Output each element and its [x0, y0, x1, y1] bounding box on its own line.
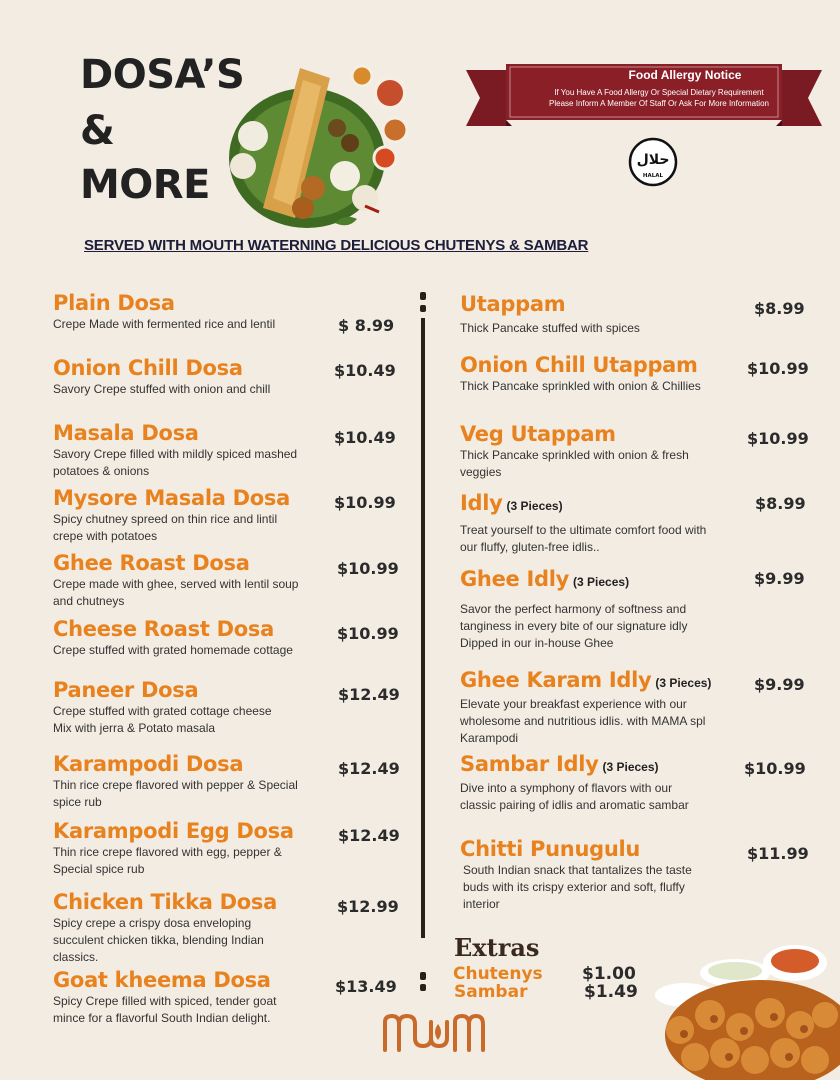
item-name [460, 837, 700, 861]
allergy-text [508, 87, 810, 109]
item-price: $9.99 [754, 675, 805, 694]
item-name [460, 567, 722, 594]
column-divider [420, 292, 426, 992]
menu-item [460, 567, 722, 652]
item-price: $13.49 [335, 977, 397, 996]
halal-seal [628, 137, 678, 187]
item-name: Karampodi Dosa [53, 752, 244, 776]
item-description: Savory Crepe filled with mildly spiced mashed potatoes & onions [53, 447, 298, 478]
item-price: $10.99 [747, 429, 809, 448]
item-quantity: (3 Pieces) [602, 760, 659, 774]
restaurant-logo [380, 1010, 510, 1058]
item-price: $ 8.99 [338, 316, 395, 335]
item-description: Crepe stuffed with grated cottage cheese Mix with jerra & Potato masala [53, 704, 272, 735]
item-description: South Indian snack that tantalizes the taste buds with its crispy exterior and soft, fluffy interior [463, 863, 692, 911]
halal-arabic: حلال [636, 152, 670, 168]
item-description: Crepe made with ghee, served with lentil soup and chutneys [53, 577, 299, 608]
item-description: Thick Pancake sprinkled with onion & fresh veggies [460, 448, 689, 479]
item-name: Masala Dosa [53, 421, 199, 445]
menu-item [53, 356, 293, 398]
menu-item [460, 837, 700, 913]
item-name: Ghee Roast Dosa [53, 551, 250, 575]
item-name-text: Idly [460, 491, 503, 515]
menu-item [53, 752, 303, 811]
title-ampersand: & [80, 108, 115, 154]
item-name: Onion Chill Dosa [53, 356, 243, 380]
item-description: Crepe stuffed with grated homemade cottage [53, 643, 293, 657]
menu-item [460, 353, 710, 395]
item-name-text: Ghee Idly [460, 567, 570, 591]
menu-item [460, 668, 710, 747]
menu-item [53, 678, 293, 737]
allergy-title: Food Allergy Notice [628, 68, 742, 82]
item-price: $12.99 [337, 897, 399, 916]
menu-item [460, 752, 710, 814]
title-dosas: DOSA’S [80, 52, 245, 98]
item-description: Spicy chutney spreed on thin rice and lintil crepe with potatoes [53, 512, 278, 543]
item-name: Karampodi Egg Dosa [53, 819, 294, 843]
item-price: $10.99 [337, 559, 399, 578]
item-description: Spicy crepe a crispy dosa enveloping succulent chicken tikka, blending Indian classics. [53, 916, 264, 964]
dosa-platter-image [225, 58, 420, 228]
item-quantity: (3 Pieces) [655, 676, 712, 690]
fried-snacks-image [640, 935, 840, 1080]
item-price: $11.99 [747, 844, 809, 863]
item-name-text: Sambar Idly [460, 752, 599, 776]
menu-subtitle: SERVED WITH MOUTH WATERNING DELICIOUS CHUTENYS & SAMBAR [84, 237, 589, 254]
menu-item [53, 291, 313, 333]
item-name [460, 752, 710, 779]
item-name [460, 292, 710, 316]
menu-item [53, 551, 313, 610]
item-description: Thick Pancake sprinkled with onion & Chillies [460, 379, 701, 393]
item-price: $8.99 [754, 299, 805, 318]
item-name [460, 353, 710, 377]
title-more: MORE [80, 162, 210, 208]
menu-item [53, 890, 303, 966]
item-name [460, 668, 710, 695]
item-name: Cheese Roast Dosa [53, 617, 274, 641]
item-price: $10.99 [747, 359, 809, 378]
extra-item-name: Sambar [454, 982, 528, 1002]
item-name [460, 491, 710, 518]
item-price: $10.49 [334, 428, 396, 447]
item-name [460, 422, 700, 446]
menu-item [53, 617, 303, 659]
allergy-line-1: If You Have A Food Allergy Or Special Dietary Requirement [554, 88, 764, 97]
halal-label: HALAL [642, 173, 664, 179]
item-name: Mysore Masala Dosa [53, 486, 290, 510]
item-price: $12.49 [338, 759, 400, 778]
item-price: $12.49 [338, 826, 400, 845]
item-name: Plain Dosa [53, 291, 175, 315]
item-price: $10.99 [334, 493, 396, 512]
menu-item [460, 422, 700, 481]
item-quantity: (3 Pieces) [573, 575, 630, 589]
extra-item-price: $1.00 [582, 964, 636, 984]
allergy-line-2: Please Inform A Member Of Staff Or Ask For More Information [549, 99, 769, 108]
item-description: Elevate your breakfast experience with our wholesome and nutritious idlis. with MAMA spl Karampodi [460, 697, 706, 745]
item-description: Dive into a symphony of flavors with our classic pairing of idlis and aromatic sambar [460, 781, 689, 812]
menu-item [53, 421, 303, 480]
item-name-text: Veg Utappam [460, 422, 616, 446]
item-description: Savory Crepe stuffed with onion and chill [53, 382, 271, 396]
item-name: Chicken Tikka Dosa [53, 890, 277, 914]
menu-item [53, 819, 303, 878]
item-description: Crepe Made with fermented rice and lentil [53, 317, 276, 331]
item-description: Thin rice crepe flavored with egg, pepper & Special spice rub [53, 845, 282, 876]
menu-item [53, 968, 303, 1027]
item-price: $10.99 [337, 624, 399, 643]
extra-item-price: $1.49 [584, 982, 638, 1002]
menu-item [460, 292, 710, 337]
item-price: $10.99 [744, 759, 806, 778]
item-price: $10.49 [334, 361, 396, 380]
extra-item-name: Chutenys [453, 964, 543, 984]
item-name: Goat kheema Dosa [53, 968, 271, 992]
item-price: $9.99 [754, 569, 805, 588]
item-name-text: Utappam [460, 292, 566, 316]
item-name-text: Ghee Karam Idly [460, 668, 652, 692]
item-quantity: (3 Pieces) [506, 499, 563, 513]
extras-title: Extras [454, 933, 540, 962]
item-price: $8.99 [755, 494, 806, 513]
menu-item [460, 491, 710, 556]
item-name-text: Onion Chill Utappam [460, 353, 698, 377]
item-name: Paneer Dosa [53, 678, 199, 702]
item-price: $12.49 [338, 685, 400, 704]
item-description: Thin rice crepe flavored with pepper & Special spice rub [53, 778, 298, 809]
item-description: Treat yourself to the ultimate comfort food with our fluffy, gluten-free idlis.. [460, 523, 707, 554]
item-description: Savor the perfect harmony of softness and tanginess in every bite of our signature idly Dipped in our in-house Ghee [460, 602, 688, 650]
item-description: Spicy Crepe filled with spiced, tender goat mince for a flavorful South Indian delight. [53, 994, 277, 1025]
menu-item [53, 486, 303, 545]
item-name-text: Chitti Punugulu [460, 837, 641, 861]
halal-ring-icon [628, 137, 678, 187]
item-description: Thick Pancake stuffed with spices [460, 321, 640, 335]
